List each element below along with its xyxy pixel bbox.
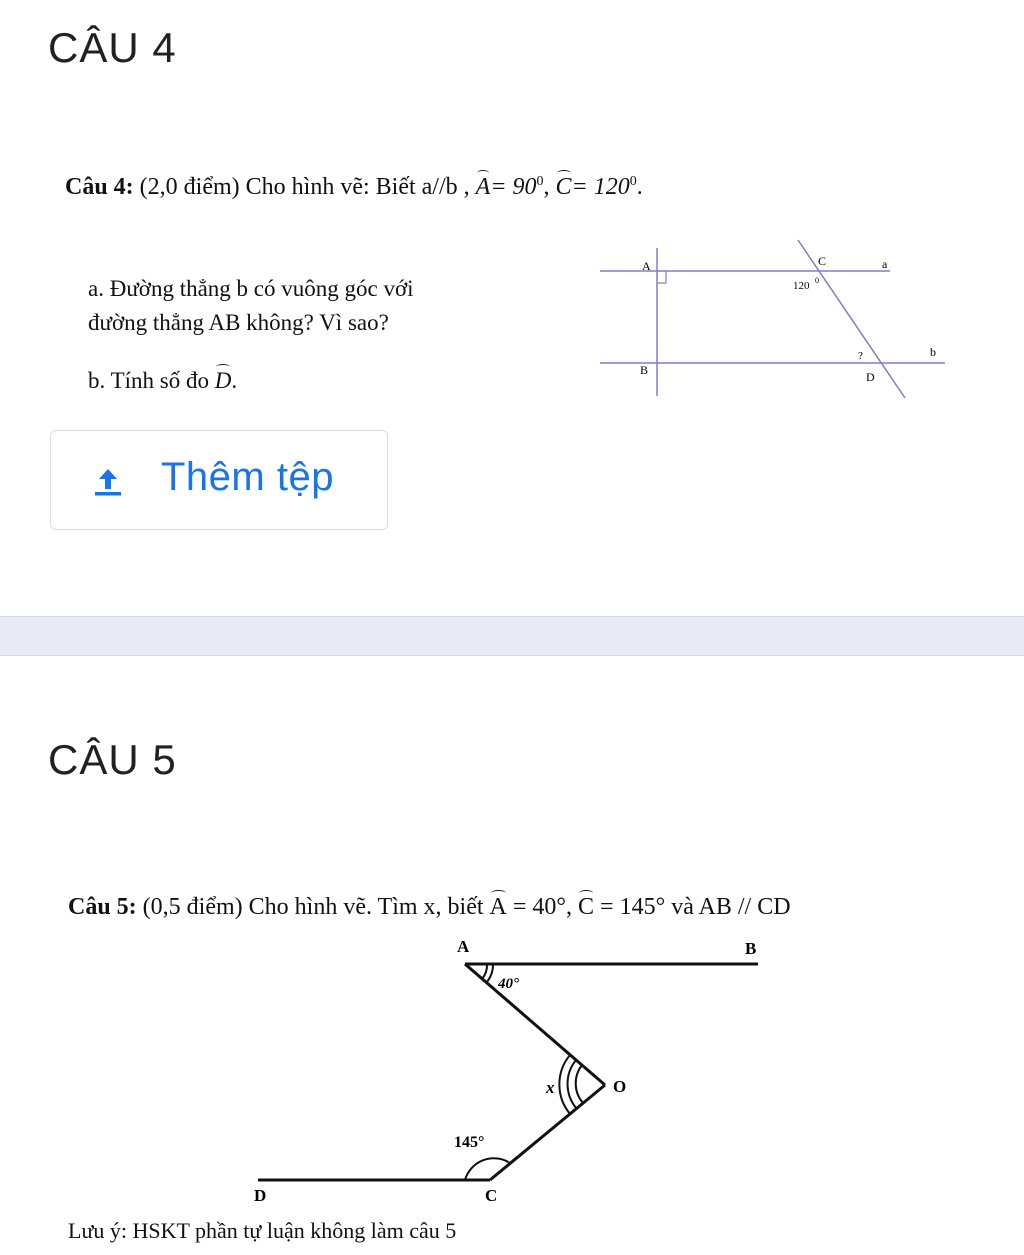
question-4-label: Câu 4:	[65, 174, 134, 200]
question-4-part-b	[88, 368, 237, 394]
angle-d-symbol: D	[214, 368, 232, 393]
angle-c-symbol: C	[555, 174, 572, 200]
question-4-title: CÂU 4	[48, 24, 177, 71]
q5-text-after: và AB // CD	[671, 894, 791, 920]
question-4-figure	[600, 238, 950, 403]
angle-a-arc-1	[482, 964, 487, 979]
unknown-angle-label: ?	[858, 350, 863, 362]
angle-a-value: = 90	[490, 174, 537, 200]
add-file-label: Thêm tệp	[161, 455, 334, 499]
question-5-statement	[68, 894, 791, 921]
point-d-label: D	[866, 370, 875, 384]
angle-x-label: x	[546, 1078, 555, 1097]
statement-end: .	[636, 174, 643, 200]
angle-c-degree: 0	[629, 174, 637, 189]
angle-a-degree: 0	[536, 174, 544, 189]
angle-120-label: 120	[793, 280, 810, 292]
part-b-text: b. Tính số đo	[88, 368, 209, 393]
angle-120-degree: 0	[815, 276, 819, 285]
question-5-figure	[240, 930, 780, 1210]
add-file-button[interactable]	[50, 430, 388, 530]
point-c-label: C	[818, 254, 827, 268]
point-a-label: A	[457, 937, 470, 956]
line-b-label: b	[930, 345, 936, 359]
angle-40-label: 40°	[498, 976, 519, 992]
transversal-cd	[798, 240, 905, 398]
question-5-note: Lưu ý: HSKT phần tự luận không làm câu 5	[68, 1218, 457, 1243]
right-angle-mark	[657, 271, 666, 283]
angle-o-arc-1	[576, 1065, 583, 1103]
part-b-end: .	[231, 368, 238, 393]
question-5-title: CÂU 5	[48, 736, 177, 783]
angle-145-label: 145°	[454, 1134, 485, 1151]
question-4-points: (2,0 điểm)	[139, 174, 240, 200]
q5-angle-a-value: = 40°,	[512, 894, 573, 920]
question-5-text: Cho hình vẽ. Tìm x, biết	[248, 894, 484, 920]
line-a-label: a	[882, 257, 888, 271]
point-a-label: A	[642, 259, 651, 273]
point-b-label: B	[640, 363, 649, 377]
question-4-text: Cho hình vẽ: Biết a//b ,	[245, 174, 470, 200]
point-o-label: O	[613, 1077, 627, 1096]
question-4-part-a-line1: a. Đường thẳng b có vuông góc với	[88, 276, 414, 301]
angle-o-arc-3	[559, 1055, 571, 1115]
segment-oc	[490, 1085, 605, 1180]
q5-angle-c-symbol: C	[578, 894, 595, 920]
question-5-points: (0,5 điểm)	[142, 894, 243, 920]
point-c-label: C	[485, 1186, 498, 1205]
q5-angle-c-value: = 145°	[600, 894, 666, 920]
upload-icon	[91, 465, 125, 499]
question-4-statement	[65, 174, 643, 201]
question-4-part-a-line2: đường thẳng AB không? Vì sao?	[88, 310, 389, 335]
angle-c-value: = 120	[571, 174, 630, 200]
point-b-label: B	[745, 939, 757, 958]
point-d-label: D	[254, 1186, 267, 1205]
separator: ,	[543, 174, 550, 200]
section-divider	[0, 616, 1024, 656]
question-5-label: Câu 5:	[68, 894, 137, 920]
angle-a-symbol: A	[475, 174, 491, 200]
q5-angle-a-symbol: A	[489, 894, 507, 920]
